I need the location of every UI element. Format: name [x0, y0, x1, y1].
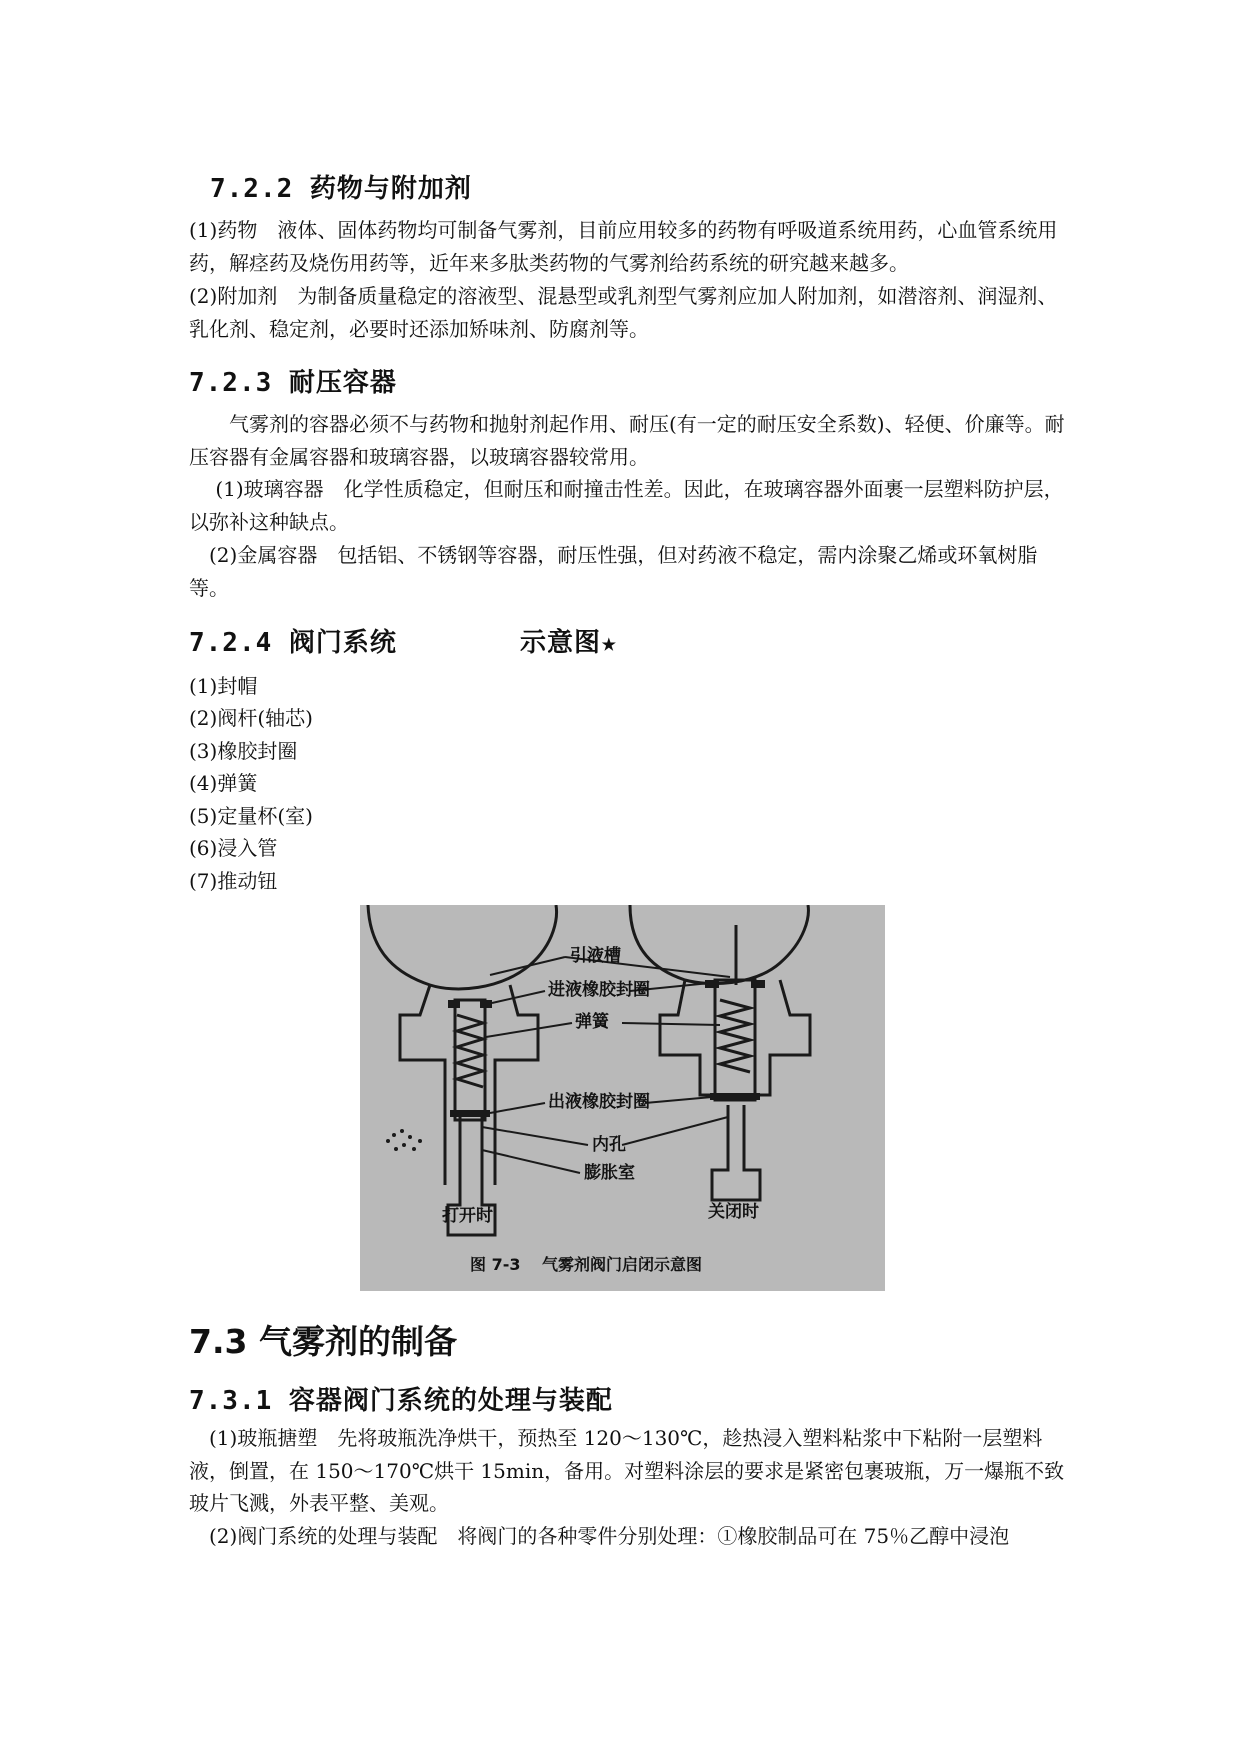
label-closed: 关闭时: [708, 1202, 759, 1222]
diagram-note: 示意图★: [520, 628, 618, 658]
list-item: (4)弹簧: [189, 771, 258, 795]
list-item: (3)橡胶封圈: [189, 739, 298, 763]
paragraph-glass-coating: (1)玻瓶搪塑 先将玻瓶洗净烘干，预热至 120～130℃，趁热浸入塑料粘浆中下粘附一层塑料液，倒置，在 150～170℃烘干 15min，备用。对塑料涂层的要求是紧密包裹玻瓶，万一爆瓶不致玻片飞溅，外表平整、美观。: [189, 1426, 1065, 1515]
paragraph-drugs: (1)药物 液体、固体药物均可制备气雾剂，目前应用较多的药物有呼吸道系统用药，心血管系统用药，解痉药及烧伤用药等，近年来多肽类药物的气雾剂给药系统的研究越来越多。: [189, 218, 1058, 275]
heading-7-2-2: 7.2.2 药物与附加剂: [210, 174, 472, 204]
label-chuye-seal: 出液橡胶封圈: [548, 1092, 650, 1112]
list-item: (1)封帽: [189, 674, 258, 698]
label-yinyecao: 引液槽: [570, 946, 621, 966]
heading-7-3-1: 7.3.1 容器阀门系统的处理与装配: [189, 1386, 613, 1416]
list-item: (5)定量杯(室): [189, 804, 313, 828]
valve-diagram-figure: [360, 905, 885, 1291]
heading-7-3: 7.3 气雾剂的制备: [189, 1322, 457, 1361]
list-item: (7)推动钮: [189, 869, 278, 893]
list-item: (6)浸入管: [189, 836, 278, 860]
figure-caption: 图 7-3 气雾剂阀门启闭示意图: [470, 1255, 703, 1274]
label-jinye-seal: 进液橡胶封圈: [548, 980, 650, 1000]
list-item: (2)阀杆(轴芯): [189, 706, 313, 730]
label-inner-hole: 内孔: [592, 1135, 626, 1155]
label-expansion-chamber: 膨胀室: [584, 1163, 635, 1183]
paragraph-valve-assembly: (2)阀门系统的处理与装配 将阀门的各种零件分别处理：①橡胶制品可在 75％乙醇中浸泡: [189, 1524, 1010, 1548]
label-open: 打开时: [442, 1206, 493, 1226]
valve-diagram: [360, 905, 885, 1291]
paragraph-additives: (2)附加剂 为制备质量稳定的溶液型、混悬型或乳剂型气雾剂应加人附加剂，如潜溶剂、润湿剂、乳化剂、稳定剂，必要时还添加矫味剂、防腐剂等。: [189, 284, 1058, 341]
paragraph-container-intro: 气雾剂的容器必须不与药物和抛射剂起作用、耐压(有一定的耐压安全系数)、轻便、价廉等。耐压容器有金属容器和玻璃容器，以玻璃容器较常用。: [189, 412, 1065, 469]
heading-7-2-4: 7.2.4 阀门系统: [189, 628, 397, 658]
label-spring: 弹簧: [575, 1012, 609, 1032]
paragraph-glass-container: (1)玻璃容器 化学性质稳定，但耐压和耐撞击性差。因此，在玻璃容器外面裹一层塑料防护层，以弥补这种缺点。: [189, 477, 1064, 534]
heading-7-2-3: 7.2.3 耐压容器: [189, 368, 397, 398]
paragraph-metal-container: (2)金属容器 包括铝、不锈钢等容器，耐压性强，但对药液不稳定，需内涂聚乙烯或环氧树脂等。: [189, 543, 1038, 600]
